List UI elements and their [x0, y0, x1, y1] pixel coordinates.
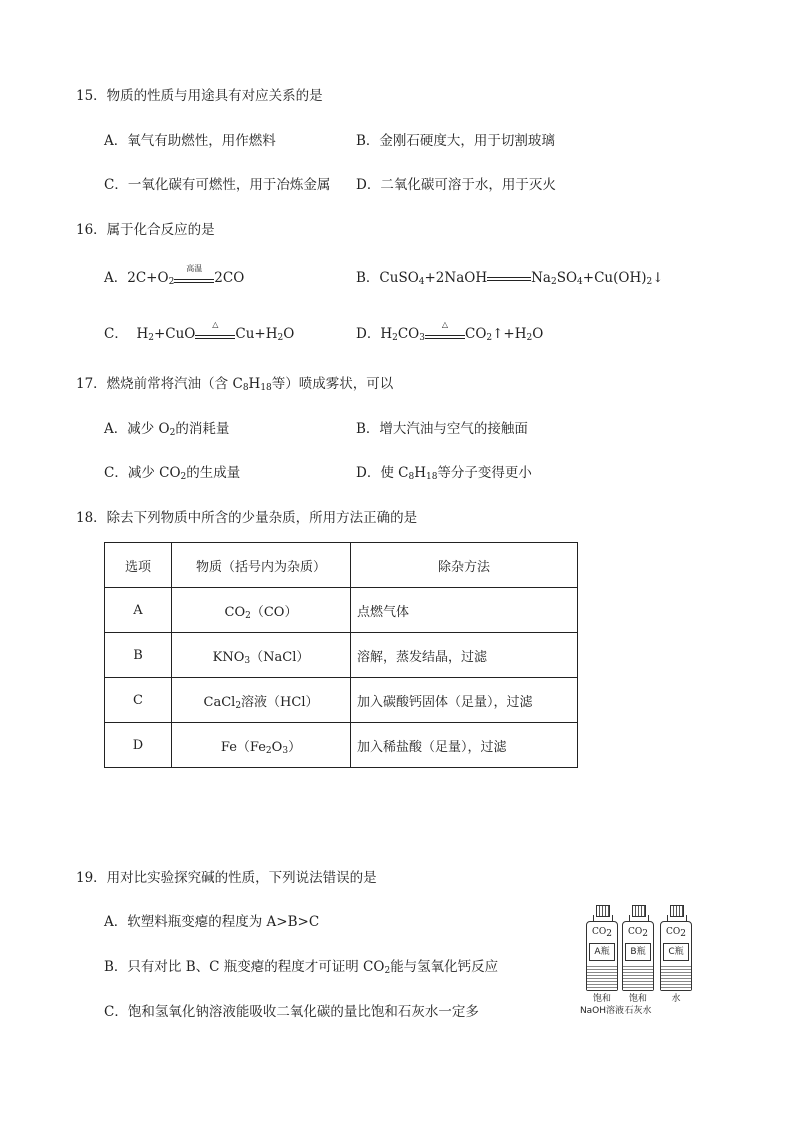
table-header-row	[105, 543, 578, 588]
bottle-b-label: 饱和 石灰水	[624, 994, 652, 1016]
row-substance: $CO_2(CO)$	[172, 588, 351, 633]
table-row	[105, 588, 578, 633]
header-substance: 物质（括号内为杂质）	[172, 543, 351, 588]
q19-option-a: A．软塑料瓶变瘪的程度为 A>B>C	[104, 914, 320, 930]
row-option: A	[105, 588, 172, 633]
row-substance: CaCl$_2$溶液（HCl）	[172, 678, 351, 723]
q19-option-b: B．只有对比 B、C 瓶变瘪的程度才可证明 $CO_2$能与氢氧化钙反应	[104, 959, 499, 976]
reaction-condition-arrow: 高温	[174, 272, 214, 286]
q16-option-a: A．$2C+O_2$ 高温 2CO	[104, 263, 245, 287]
q15-option-a: A．氧气有助燃性，用作燃料	[104, 133, 276, 149]
q15-stem: 15．物质的性质与用途具有对应关系的是	[76, 88, 323, 104]
q17-stem: 17．燃烧前常将汽油（含 $C_8H_{18}$等）喷成雾状，可以	[76, 376, 394, 393]
q16-option-b: B．CuSO$_4$+2NaOH $Na_2SO_4+Cu(OH)_2↓$	[356, 270, 664, 287]
reaction-condition-arrow: △	[425, 328, 465, 342]
q16-option-c: C． $H_2+CuO$ △ $Cu+H_2O$	[104, 319, 295, 343]
row-method: 溶解，蒸发结晶，过滤	[351, 633, 578, 678]
header-option: 选项	[105, 543, 172, 588]
q16-option-d: D．$H_2CO_3$ △ $CO_2↑+H_2O$	[356, 319, 544, 343]
table-row	[105, 678, 578, 723]
row-option: B	[105, 633, 172, 678]
q15-option-c: C．一氧化碳有可燃性，用于冶炼金属	[104, 177, 331, 193]
impurity-table	[104, 542, 578, 768]
bottle-experiment-figure: $CO_2$ A瓶 $CO_2$ B瓶 $CO_2$ C瓶 饱和 NaOH溶液 饱和 石灰水 水	[576, 905, 696, 1020]
row-substance: $KNO_3(NaCl)$	[172, 633, 351, 678]
row-method: 点燃气体	[351, 588, 578, 633]
q15-option-b: B．金刚石硬度大，用于切割玻璃	[356, 133, 555, 149]
bottle-a-label: 饱和 NaOH溶液	[579, 994, 625, 1016]
row-method: 加入稀盐酸（足量），过滤	[351, 723, 578, 768]
row-substance: $Fe(Fe_2O_3)$	[172, 723, 351, 768]
q18-stem: 18．除去下列物质中所含的少量杂质，所用方法正确的是	[76, 510, 418, 526]
bottle-c-label: 水	[671, 994, 681, 1004]
header-method: 除杂方法	[351, 543, 578, 588]
q19-stem: 19．用对比实验探究碱的性质，下列说法错误的是	[76, 870, 377, 886]
row-option: C	[105, 678, 172, 723]
q15-option-d: D．二氧化碳可溶于水，用于灭火	[356, 177, 556, 193]
table-row	[105, 633, 578, 678]
table-row	[105, 723, 578, 768]
q17-option-c: C．减少 $CO_2$的生成量	[104, 465, 241, 482]
q17-option-b: B．增大汽油与空气的接触面	[356, 421, 528, 437]
row-method: 加入碳酸钙固体（足量），过滤	[351, 678, 578, 723]
row-option: D	[105, 723, 172, 768]
reaction-equals-sign	[487, 274, 531, 284]
q17-option-d: D．使 $C_8H_{18}$等分子变得更小	[356, 465, 532, 482]
q17-option-a: A．减少 $O_2$的消耗量	[104, 421, 230, 438]
reaction-condition-arrow: △	[195, 328, 235, 342]
q19-option-c: C．饱和氢氧化钠溶液能吸收二氧化碳的量比饱和石灰水一定多	[104, 1004, 479, 1020]
q16-stem: 16．属于化合反应的是	[76, 222, 215, 238]
